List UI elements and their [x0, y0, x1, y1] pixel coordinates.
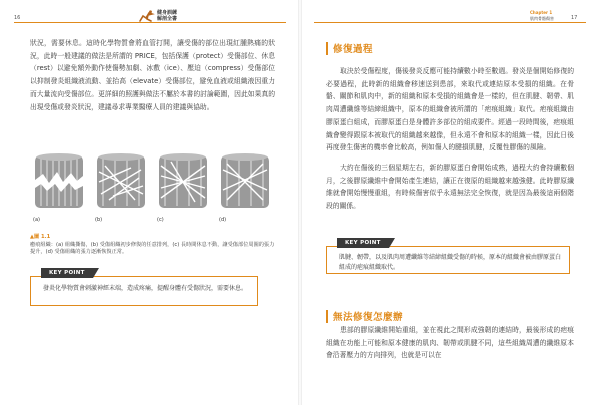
right-page: [300, 0, 600, 405]
figure-label-c: (c): [157, 217, 164, 223]
book-logo: [137, 10, 177, 22]
section-title-text-2: 無法修復怎麼辦: [333, 312, 404, 323]
figure-1-1: [33, 150, 273, 223]
book-title-line2: 解剖全書: [157, 16, 178, 22]
figure-label-a: (a): [33, 217, 40, 223]
figure-label-d: (d): [219, 217, 227, 223]
repair-paragraph-2: 大約在傷後的三個星期左右，新的膠原蛋白會開始成熟，過程大約會持續數個月，之後膠原纖維中會開始產生連結，讓正在復原的組織越來越強健。此時膠原纖維就會開始慢慢重組，有時候傷害似乎永遠無法完全恢復，就是因為最後這兩個階段的關係。: [326, 163, 574, 211]
section-title-text: 修復過程: [333, 44, 374, 55]
tension-fibers-illustration: [157, 150, 209, 212]
key-point-tab: KEY POINT: [41, 268, 93, 278]
chapter-header: [530, 10, 554, 22]
running-figure-icon: [137, 10, 155, 22]
figure-label-b: (b): [95, 217, 103, 223]
header-rule-right: [314, 22, 586, 23]
unrepairable-paragraph: 患部的膠原纖維開始重組，並在視此之間形成強韌的連結時，最後形成的疤痕組織在功能上可能和原本健康的肌肉、韌帶或肌腱不同，這些組織周遭的纖維原本會沿著壓力的方向排列，也就是可以在: [326, 326, 574, 360]
chapter-title: 肌肉骨骼傷害: [530, 16, 554, 21]
intro-paragraph-text: 狀況，需要休息。這時化學物質會將血管打開，讓受傷的部位出現紅腫熱痛的狀況，此時一般建議的做法是所謂的 PRICE，包括保護（protect）受傷部位、休息（rest）以避免額外動作使傷勢加劇、冰敷（ice）、壓迫（compress）受傷部位以抑制發炎組織液流動、並抬高（elevate）受傷部位，避免血液或組織液因重力而大量流向受傷部位。更詳細的照護與做法不屬於本書的討論範圍，因此如果真的出現受傷或發炎狀況，建議尋求專業醫療人員的建議與協助。: [30, 39, 275, 111]
random-fibers-illustration: [95, 150, 147, 212]
figure-caption-title: ▲圖 1.1: [30, 234, 51, 240]
repair-paragraph-1: 取決於受傷程度，傷後發炎反應可能持續數小時至數週。發炎是個開始修復的必要過程，此時新的組織會移速送到患部，來取代或連結原本受損的組織。在骨骼、關節和肌肉中，新的組織和原本受損的組織會是一樣的，但在肌腱、韌帶、肌肉周遭纖維等結締組織中，原本的組織會被所謂的「疤痕組織」取代。疤痕組織由膠原蛋白組成，而膠原蛋白是身體許多部位的組成要件。經過一段時間後，疤痕組織會變得跟原本被取代的組織越來越像，但永遠不會和原本的組織一樣，因此日後再度發生傷害的機率會比較高，例如傷人的腱損肌腱，反覆性膠傷的風險。: [326, 67, 574, 152]
key-point-text-right: 肌腱、韌帶，以及肌肉周遭纖維等結締組織受傷的時候，原本的組織會被由膠原蛋白組成的疤痕組織取代。: [339, 254, 562, 271]
repair-section-body: [326, 65, 574, 221]
section-title-unrepairable: [326, 309, 403, 323]
figure-caption: [30, 234, 275, 257]
unrepairable-section-body: [326, 324, 574, 370]
figure-caption-text: 癒痕組織：(a) 組織撕傷，(b) 受傷組織初步修復的任意排列，(c) 長時間休息不動，讓受傷部位周圍的張力提升，(d) 受傷組織的張力逐漸恢復正常。: [30, 241, 275, 256]
figure-panel-c: [157, 150, 209, 223]
restored-fibers-illustration: [219, 150, 271, 212]
figure-panel-b: [95, 150, 147, 223]
section-title-repair: [326, 41, 373, 55]
section-accent-bar-2: [326, 310, 328, 323]
chapter-label: Chapter 1: [530, 10, 553, 15]
figure-panel-a: [33, 150, 85, 223]
key-point-box-right: [326, 240, 570, 274]
key-point-tab-right: KEY POINT: [337, 238, 389, 248]
figure-panel-d: [219, 150, 271, 223]
right-page-number: 17: [571, 15, 578, 21]
key-point-box-left: [30, 270, 258, 306]
book-title-line1: 健身訓練: [157, 10, 178, 16]
intro-paragraph: [30, 37, 275, 121]
key-point-text: 發炎化學物質會刺激神經末端，造成疼痛，提醒身體有受傷狀況，需要休息。: [43, 285, 248, 292]
left-page-number: 16: [14, 15, 21, 21]
section-accent-bar: [326, 42, 328, 55]
header-rule: [14, 22, 286, 23]
torn-tissue-illustration: [33, 150, 85, 212]
